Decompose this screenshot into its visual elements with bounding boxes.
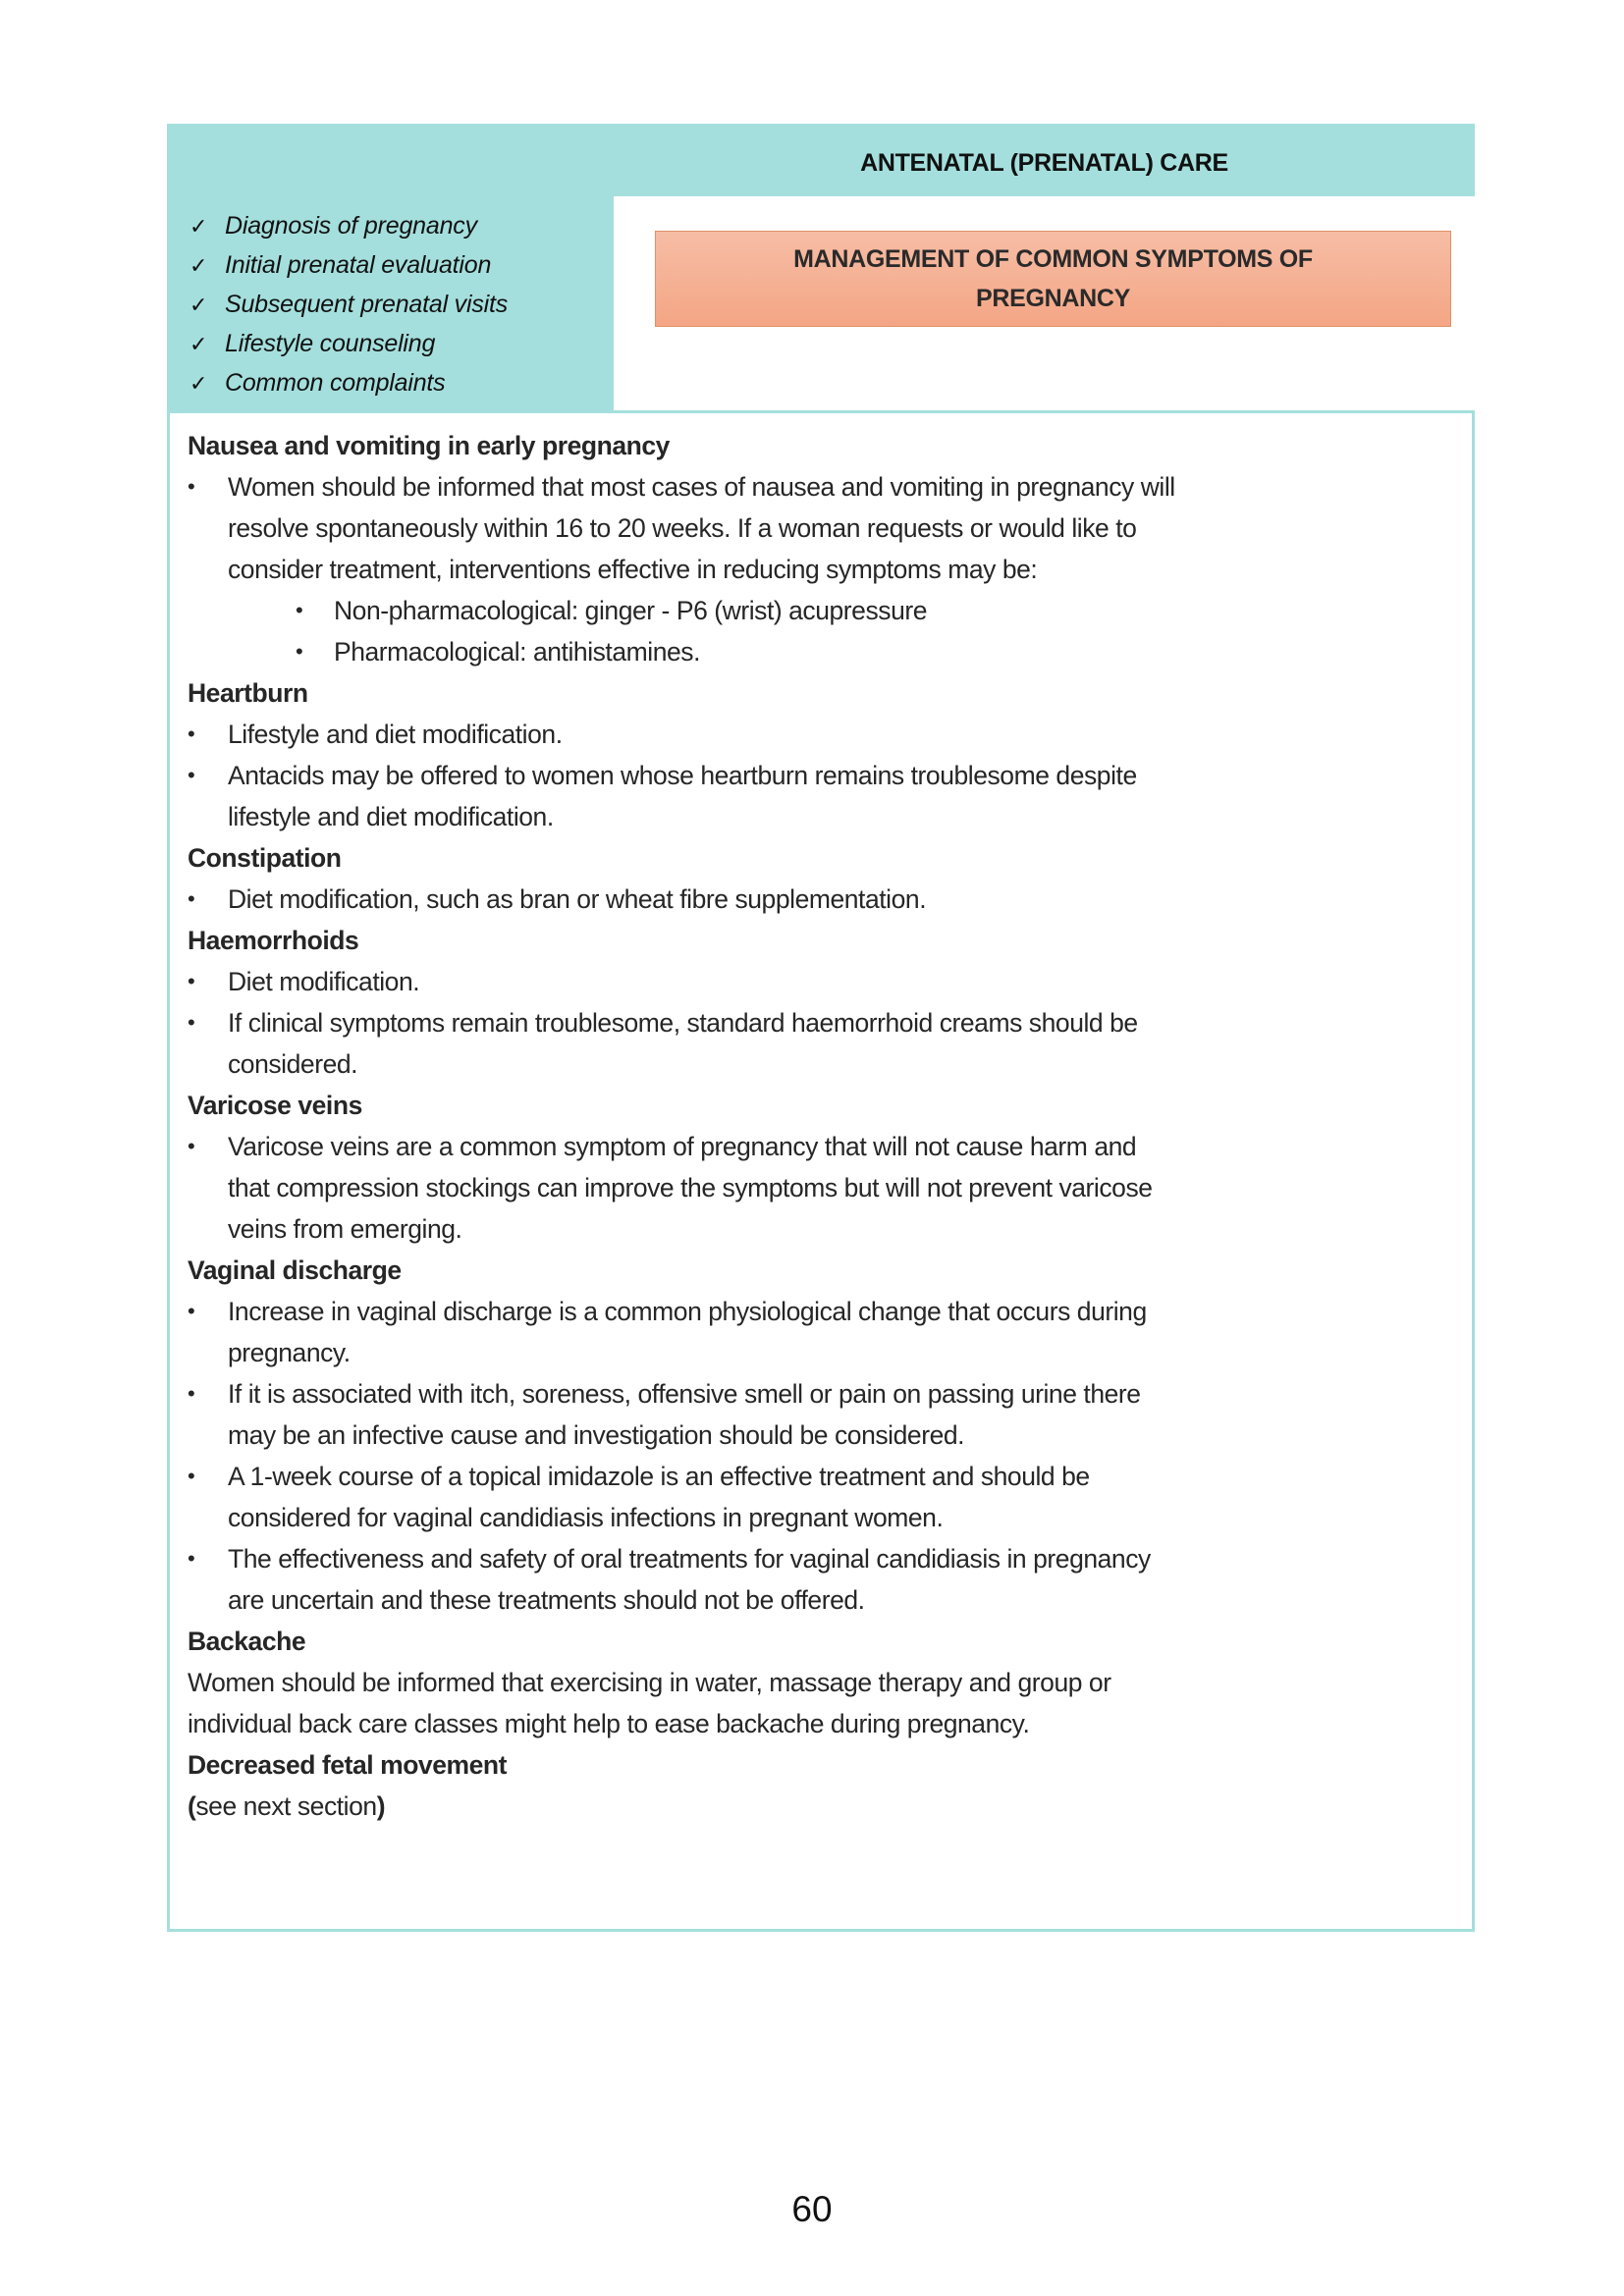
bullet-item <box>188 1291 1462 1373</box>
section-heading: Constipation <box>188 843 342 873</box>
bullet-icon: • <box>188 1299 195 1323</box>
bullet-item <box>188 755 1462 837</box>
text-line <box>188 1126 1462 1167</box>
section-heading: Backache <box>188 1627 306 1656</box>
line-text: Antacids may be offered to women whose heartburn remains troublesome despite <box>228 761 1137 790</box>
bullet-item <box>188 1538 1462 1621</box>
text-line <box>188 961 1462 1002</box>
topic-title-box <box>655 231 1451 327</box>
topic-title-line: MANAGEMENT OF COMMON SYMPTOMS OF <box>793 245 1313 273</box>
bullet-icon: • <box>188 721 195 746</box>
text-line <box>188 1662 1462 1703</box>
text-line <box>188 1002 1462 1043</box>
check-mark-icon: ✓ <box>189 371 208 396</box>
bullet-item <box>188 1126 1462 1250</box>
checklist-item <box>189 206 508 245</box>
bullet-icon: • <box>296 639 303 664</box>
checklist-item-label: Diagnosis of pregnancy <box>225 212 477 240</box>
content-body <box>188 425 1462 1827</box>
symptom-section <box>188 920 1462 1085</box>
content-box <box>167 410 1475 1932</box>
line-text: Women should be informed that most cases of nausea and vomiting in pregnancy will <box>228 472 1175 502</box>
symptom-section <box>188 672 1462 837</box>
bullet-icon: • <box>188 1381 195 1406</box>
section-heading: Nausea and vomiting in early pregnancy <box>188 431 670 460</box>
text-line <box>188 507 1462 549</box>
line-text: Non-pharmacological: ginger - P6 (wrist) acupressure <box>334 596 928 625</box>
line-text: veins from emerging. <box>228 1214 462 1244</box>
section-heading: Decreased fetal movement <box>188 1750 508 1780</box>
symptom-section <box>188 1744 1462 1827</box>
checklist-item-label: Common complaints <box>225 369 446 397</box>
bullet-icon: • <box>188 763 195 787</box>
text-line <box>188 1373 1462 1415</box>
text-line <box>188 1332 1462 1373</box>
section-note <box>188 1786 1462 1827</box>
line-text: are uncertain and these treatments should not be offered. <box>228 1585 865 1615</box>
sub-bullet-item <box>188 590 1462 631</box>
symptom-section <box>188 1621 1462 1744</box>
text-line <box>188 590 1462 631</box>
line-text: Women should be informed that exercising in water, massage therapy and group or <box>188 1668 1111 1697</box>
line-text: that compression stockings can improve the symptoms but will not prevent varicose <box>228 1173 1153 1202</box>
bullet-icon: • <box>188 1134 195 1158</box>
text-line <box>188 796 1462 837</box>
line-text: The effectiveness and safety of oral treatments for vaginal candidiasis in pregnancy <box>228 1544 1151 1574</box>
line-text: Pharmacological: antihistamines. <box>334 637 700 667</box>
check-mark-icon: ✓ <box>189 214 208 239</box>
checklist-item <box>189 324 508 363</box>
checklist-item <box>189 285 508 324</box>
checklist-item-label: Lifestyle counseling <box>225 330 436 357</box>
check-mark-icon: ✓ <box>189 293 208 317</box>
section-heading: Varicose veins <box>188 1091 362 1120</box>
banner-title: ANTENATAL (PRENATAL) CARE <box>860 149 1228 177</box>
text-line <box>188 1579 1462 1621</box>
text-line <box>188 1456 1462 1497</box>
bullet-icon: • <box>188 886 195 911</box>
sub-bullet-item <box>188 631 1462 672</box>
line-text: individual back care classes might help to ease backache during pregnancy. <box>188 1709 1030 1738</box>
symptom-section <box>188 837 1462 920</box>
bullet-item <box>188 1002 1462 1085</box>
text-line <box>188 879 1462 920</box>
line-text: If it is associated with itch, soreness, offensive smell or pain on passing urine there <box>228 1379 1141 1409</box>
bullet-icon: • <box>188 1010 195 1035</box>
line-text: A 1-week course of a topical imidazole is an effective treatment and should be <box>228 1462 1090 1491</box>
line-text: Increase in vaginal discharge is a common physiological change that occurs during <box>228 1297 1147 1326</box>
text-line <box>188 1415 1462 1456</box>
line-text: pregnancy. <box>228 1338 351 1367</box>
text-line <box>188 755 1462 796</box>
topic-title-line: PREGNANCY <box>975 285 1131 312</box>
text-line <box>188 631 1462 672</box>
line-text: Diet modification. <box>228 967 420 996</box>
note-parenthesis: ( <box>188 1791 196 1821</box>
section-checklist <box>189 206 508 402</box>
symptom-section <box>188 425 1462 672</box>
check-mark-icon: ✓ <box>189 253 208 278</box>
line-text: consider treatment, interventions effective in reducing symptoms may be: <box>228 555 1038 584</box>
bullet-icon: • <box>296 598 303 622</box>
checklist-item <box>189 363 508 402</box>
bullet-item <box>188 961 1462 1002</box>
checklist-item-label: Subsequent prenatal visits <box>225 291 509 318</box>
check-mark-icon: ✓ <box>189 332 208 356</box>
text-line <box>188 1043 1462 1085</box>
bullet-item <box>188 714 1462 755</box>
checklist-item-label: Initial prenatal evaluation <box>225 251 492 279</box>
text-line <box>188 714 1462 755</box>
line-text: lifestyle and diet modification. <box>228 802 554 831</box>
line-text: Diet modification, such as bran or wheat fibre supplementation. <box>228 884 927 914</box>
line-text: If clinical symptoms remain troublesome, standard haemorrhoid creams should be <box>228 1008 1138 1038</box>
bullet-item <box>188 466 1462 590</box>
text-line <box>188 1167 1462 1208</box>
note-text: see next section <box>195 1791 377 1821</box>
text-line <box>188 1497 1462 1538</box>
section-heading: Heartburn <box>188 678 308 708</box>
symptom-section <box>188 1250 1462 1621</box>
bullet-icon: • <box>188 1546 195 1571</box>
section-heading: Haemorrhoids <box>188 926 359 955</box>
bullet-item <box>188 1373 1462 1456</box>
bullet-item <box>188 879 1462 920</box>
text-line <box>188 1291 1462 1332</box>
line-text: considered. <box>228 1049 358 1079</box>
section-heading: Vaginal discharge <box>188 1255 402 1285</box>
line-text: Varicose veins are a common symptom of pregnancy that will not cause harm and <box>228 1132 1137 1161</box>
text-line <box>188 1538 1462 1579</box>
topic-panel <box>614 196 1475 412</box>
symptom-section <box>188 1085 1462 1250</box>
text-line <box>188 549 1462 590</box>
text-line <box>188 1208 1462 1250</box>
bullet-item <box>188 1456 1462 1538</box>
bullet-icon: • <box>188 1464 195 1488</box>
line-text: considered for vaginal candidiasis infections in pregnant women. <box>228 1503 944 1532</box>
line-text: may be an infective cause and investigation should be considered. <box>228 1420 965 1450</box>
text-line <box>188 1703 1462 1744</box>
bullet-icon: • <box>188 969 195 993</box>
line-text: resolve spontaneously within 16 to 20 weeks. If a woman requests or would like to <box>228 513 1137 543</box>
text-line <box>188 466 1462 507</box>
line-text: Lifestyle and diet modification. <box>228 720 563 749</box>
section-banner <box>167 124 1475 412</box>
paragraph <box>188 1662 1462 1744</box>
checklist-item <box>189 245 508 285</box>
bullet-icon: • <box>188 474 195 499</box>
note-parenthesis: ) <box>376 1791 386 1821</box>
page-number: 60 <box>791 2189 833 2229</box>
